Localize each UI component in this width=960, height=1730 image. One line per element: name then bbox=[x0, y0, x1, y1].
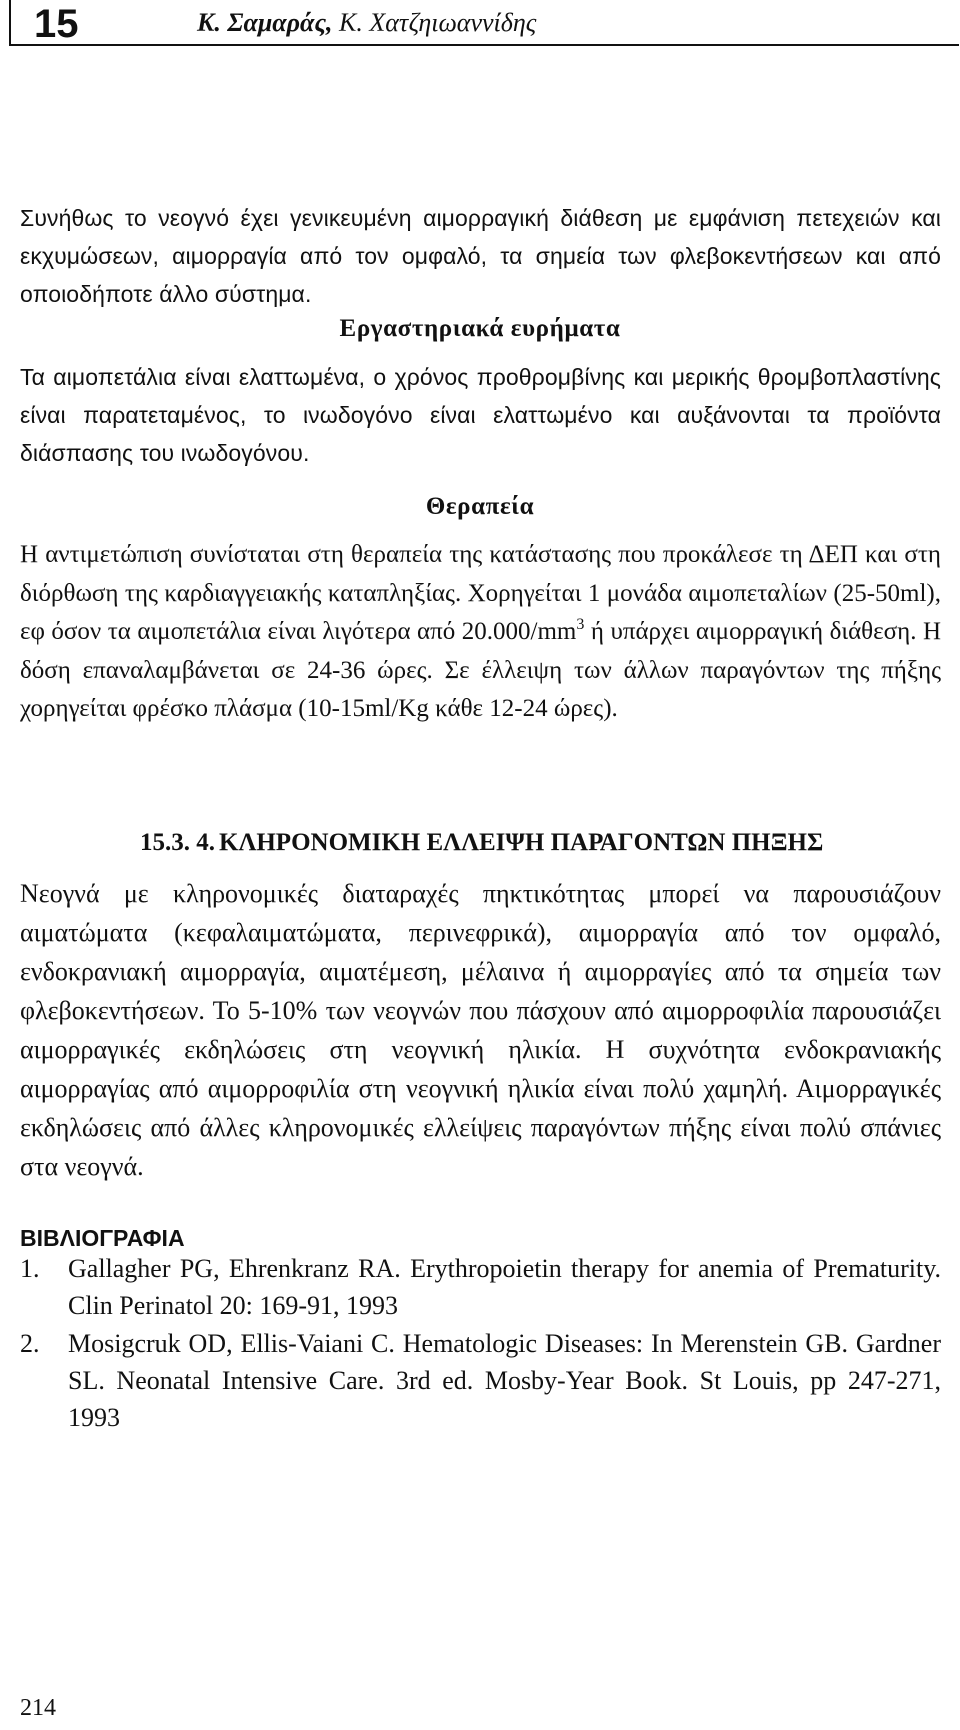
reference-item bbox=[20, 1325, 941, 1436]
section-number: 15.3. 4. bbox=[140, 829, 215, 856]
header-rule-horizontal bbox=[9, 44, 959, 46]
reference-text: Mosigcruk OD, Ellis-Vaiani C. Hematologic Diseases: In Merenstein GB. Gardner SL. Neonatal Intensive Care. 3rd ed. Mosby-Year Book. St Louis, pp 247-271, 1993 bbox=[68, 1329, 941, 1432]
hereditary-deficiency-paragraph: Νεογνά με κληρονομικές διαταραχές πηκτικότητας μπορεί να παρουσιάζουν αιματώματα (κεφαλαιματώματα, περινεφρικά), αιμορραγία από τον ομφαλό, ενδοκρανιακή αιμορραγία, αιματέμεση, μέλαινα ή αιμορραγίες από τα σημεία των φλεβοκεντήσεων. Το 5-10% των νεογνών που πάσχουν από αιμορροφιλία παρουσιάζει αιμορραγικές εκδηλώσεις στη νεογνική ηλικία. Η συχνότητα ενδοκρανιακής αιμορραγίας από αιμορροφιλία στη νεογνική ηλικία είναι πολύ χαμηλή. Αιμορραγικές εκδηλώσεις από άλλες κληρονομικές ελλείψεις παραγόντων πήξης είναι πολύ σπάνιες στα νεογνά. bbox=[20, 879, 941, 1181]
therapy-text-part1: Η αντιμετώπιση συνίσταται στη θεραπεία της κατάστασης που προκάλεσε τη ΔΕΠ και στη διόρθωση της καρδιαγγειακής καταπληξίας. Χορηγείται 1 μονάδα αιμοπεταλίων (25-50ml), εφ όσον τα αιμοπετάλια είναι λιγότερα από 20.000/mm bbox=[20, 541, 941, 645]
reference-list bbox=[20, 1250, 941, 1437]
section-title bbox=[140, 826, 823, 860]
therapy-paragraph bbox=[20, 536, 941, 729]
bibliography-title: ΒΙΒΛΙΟΓΡΑΦΙΑ bbox=[20, 1225, 185, 1251]
lab-findings-heading: Εργαστηριακά ευρήματα bbox=[339, 315, 621, 342]
chapter-number: 15 bbox=[34, 2, 79, 46]
author-2: Κ. Χατζηιωαννίδης bbox=[339, 8, 537, 37]
page-number: 214 bbox=[20, 1695, 56, 1721]
lab-findings-paragraph: Τα αιμοπετάλια είναι ελαττωμένα, ο χρόνος προθρομβίνης και μερικής θρομβοπλαστίνης είναι παρατεταμένος, το ινωδογόνο είναι ελαττωμένο και αυξάνονται τα προϊόντα διάσπασης του ινωδογόνου. bbox=[20, 364, 941, 466]
section-title-text: ΚΛΗΡΟΝΟΜΙΚΗ ΕΛΛΕΙΨΗ ΠΑΡΑΓΟΝΤΩΝ ΠΗΞΗΣ bbox=[219, 829, 824, 856]
author-1: Κ. Σαμαράς, bbox=[197, 8, 333, 37]
header-rule-vertical bbox=[9, 0, 11, 45]
reference-number: 1. bbox=[20, 1254, 40, 1283]
therapy-superscript: 3 bbox=[576, 616, 585, 633]
running-header bbox=[0, 0, 960, 46]
intro-paragraph: Συνήθως το νεογνό έχει γενικευμένη αιμορραγική διάθεση με εμφάνιση πετεχειών και εκχυμώσεων, αιμορραγία από τον ομφαλό, τα σημεία των φλεβοκεντήσεων και από οποιοδήποτε άλλο σύστημα. bbox=[20, 205, 941, 307]
therapy-text-part2: ή υπάρχει αιμορραγική διάθεση. Η δόση επαναλαμβάνεται σε 24-36 ώρες. Σε έλλειψη των άλλων παραγόντων της πήξης χορηγείται φρέσκο πλάσμα (10-15ml/Kg κάθε 12-24 ώρες). bbox=[20, 618, 942, 722]
therapy-heading: Θεραπεία bbox=[425, 493, 535, 520]
reference-number: 2. bbox=[20, 1329, 40, 1358]
running-authors bbox=[197, 6, 536, 40]
reference-text: Gallagher PG, Ehrenkranz RA. Erythropoietin therapy for anemia of Prematurity. Clin Perinatol 20: 169-91, 1993 bbox=[68, 1254, 941, 1320]
reference-item bbox=[20, 1250, 941, 1324]
